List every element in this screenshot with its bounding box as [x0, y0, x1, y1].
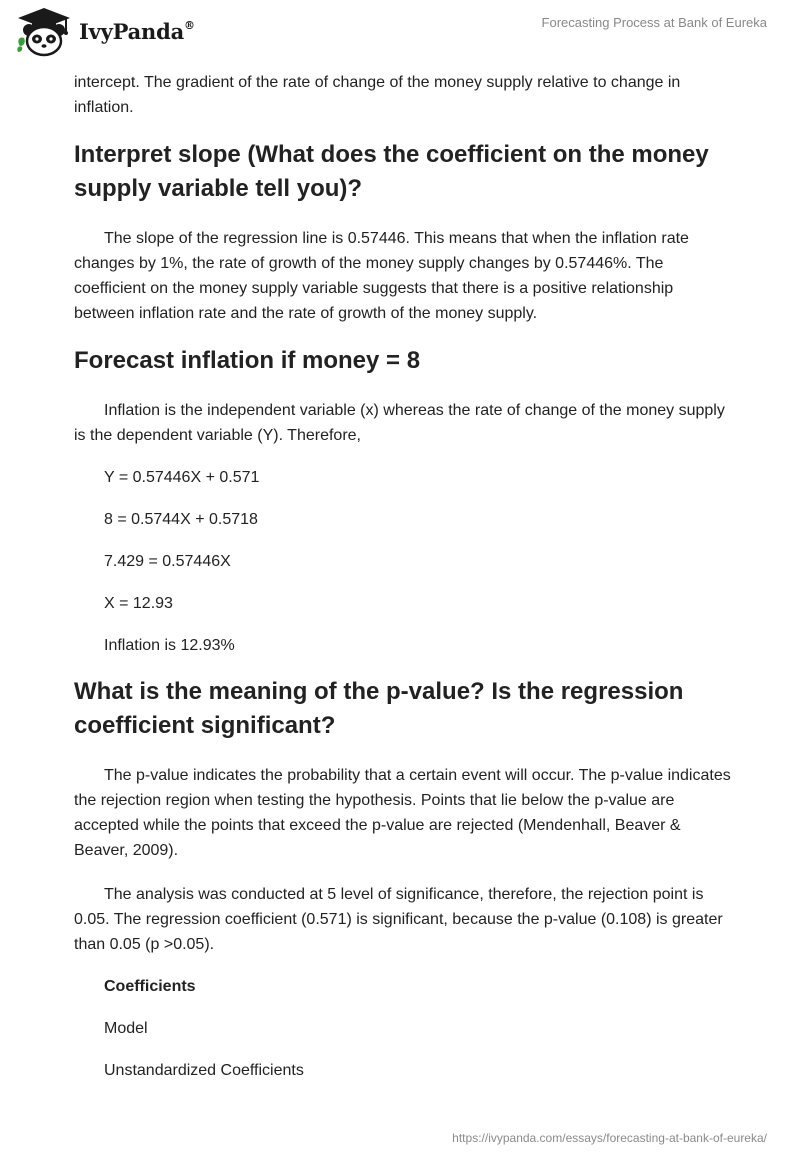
- panda-graduate-icon: [14, 6, 74, 58]
- slope-paragraph: The slope of the regression line is 0.57446. This means that when the inflation rate changes by 1%, the rate of growth of the money supply changes by 0.57446%. The coefficient on the money supply variable suggests that there is a positive relationship between inflation rate and the rate of growth of the money supply.: [74, 230, 689, 322]
- table-model-label: Model: [104, 1020, 148, 1037]
- heading-interpret-slope: Interpret slope (What does the coefficient on the money supply variable tell you)?: [74, 141, 709, 202]
- forecast-paragraph: Inflation is the independent variable (x) whereas the rate of change of the money supply is the dependent variable (Y). Therefore,: [74, 402, 725, 444]
- equation-line: 7.429 = 0.57446X: [104, 553, 231, 570]
- p-value-paragraph-2: The analysis was conducted at 5 level of significance, therefore, the rejection point is 0.05. The regression coefficient (0.571) is significant, because the p-value (0.108) is greater than 0.05 (p >0.05).: [74, 886, 723, 953]
- registered-mark: ®: [184, 19, 195, 32]
- table-unstandardized-label: Unstandardized Coefficients: [104, 1062, 304, 1079]
- p-value-paragraph-1: The p-value indicates the probability that a certain event will occur. The p-value indicates the rejection region when testing the hypothesis. Points that lie below the p-value are accepted while the points that exceed the p-value are rejected (Mendenhall, Beaver & Beaver, 2009).: [74, 767, 731, 859]
- brand-name[interactable]: IvyPanda®: [79, 19, 195, 44]
- article-body: [74, 70, 734, 1083]
- heading-p-value: What is the meaning of the p-value? Is the regression coefficient significant?: [74, 678, 684, 739]
- page-header: [0, 0, 800, 66]
- equation-result: Inflation is 12.93%: [104, 637, 235, 654]
- source-url[interactable]: https://ivypanda.com/essays/forecasting-at-bank-of-eureka/: [452, 1131, 767, 1145]
- equation-line: Y = 0.57446X + 0.571: [104, 469, 260, 486]
- equation-line: X = 12.93: [104, 595, 173, 612]
- intro-paragraph: intercept. The gradient of the rate of change of the money supply relative to change in inflation.: [74, 74, 681, 116]
- heading-forecast-inflation: Forecast inflation if money = 8: [74, 347, 421, 374]
- table-title: Coefficients: [104, 978, 196, 995]
- document-title: Forecasting Process at Bank of Eureka: [541, 15, 767, 30]
- equation-line: 8 = 0.5744X + 0.5718: [104, 511, 258, 528]
